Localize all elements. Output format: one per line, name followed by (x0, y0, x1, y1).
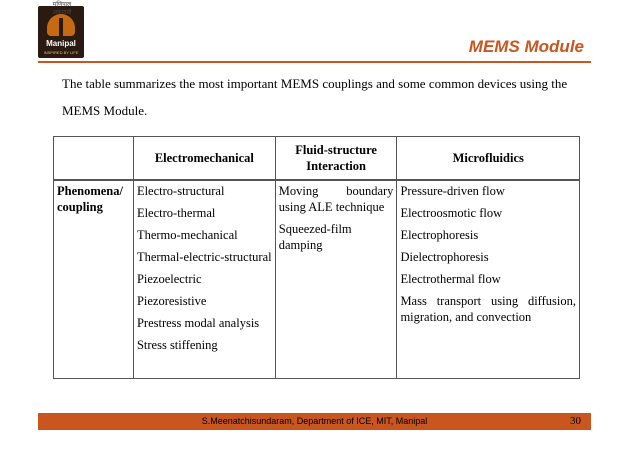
electromechanical-cell (133, 180, 275, 379)
list-item: Stress stiffening (136, 338, 218, 352)
list-item: Mass transport using diffusion, migration, and convection (400, 294, 576, 324)
footer-bar (38, 413, 591, 430)
list-item: Electroosmotic flow (400, 206, 503, 220)
intro-paragraph: The table summarizes the most important MEMS couplings and some common devices using the MEMS Module. (62, 76, 568, 118)
list-item: Electro-structural (136, 184, 225, 198)
list-item: Pressure-driven flow (400, 184, 505, 198)
list-item: Prestress modal analysis (136, 316, 260, 330)
header-microfluidics: Microfluidics (397, 137, 580, 181)
list-item: Electrophoresis (400, 228, 479, 242)
list-item: Piezoelectric (136, 272, 202, 286)
footer-credit: S.Meenatchisundaram, Department of ICE, MIT, Manipal (201, 416, 428, 426)
list-item: Thermo-mechanical (136, 228, 238, 242)
microfluidics-cell (397, 180, 580, 379)
logo-caption: मणिपाल अकादमी (52, 2, 72, 16)
list-item: Electrothermal flow (400, 272, 501, 286)
table-header-row (54, 137, 580, 181)
header-empty (54, 137, 134, 181)
title-divider (38, 61, 591, 63)
table-row (54, 180, 580, 379)
list-item: Piezoresistive (136, 294, 207, 308)
row-label-phenomena: Phenomena/ coupling (54, 180, 134, 379)
list-item: Dielectrophoresis (400, 250, 489, 264)
header-electromechanical: Electromechanical (133, 137, 275, 181)
list-item: Electro-thermal (136, 206, 216, 220)
list-item: Moving boundary using ALE technique (278, 184, 394, 214)
list-item: Thermal-electric-structural (136, 250, 272, 264)
mems-couplings-table (53, 136, 580, 379)
logo-tagline: INSPIRED BY LIFE (43, 50, 79, 55)
page-number: 30 (570, 415, 581, 427)
emblem-pole (59, 18, 63, 36)
logo-brand: Manipal (46, 39, 76, 48)
fluid-structure-cell (275, 180, 397, 379)
header-fluid-structure: Fluid-structure Interaction (275, 137, 397, 181)
slide-title: MEMS Module (468, 37, 584, 56)
list-item: Squeezed-film damping (278, 222, 352, 252)
